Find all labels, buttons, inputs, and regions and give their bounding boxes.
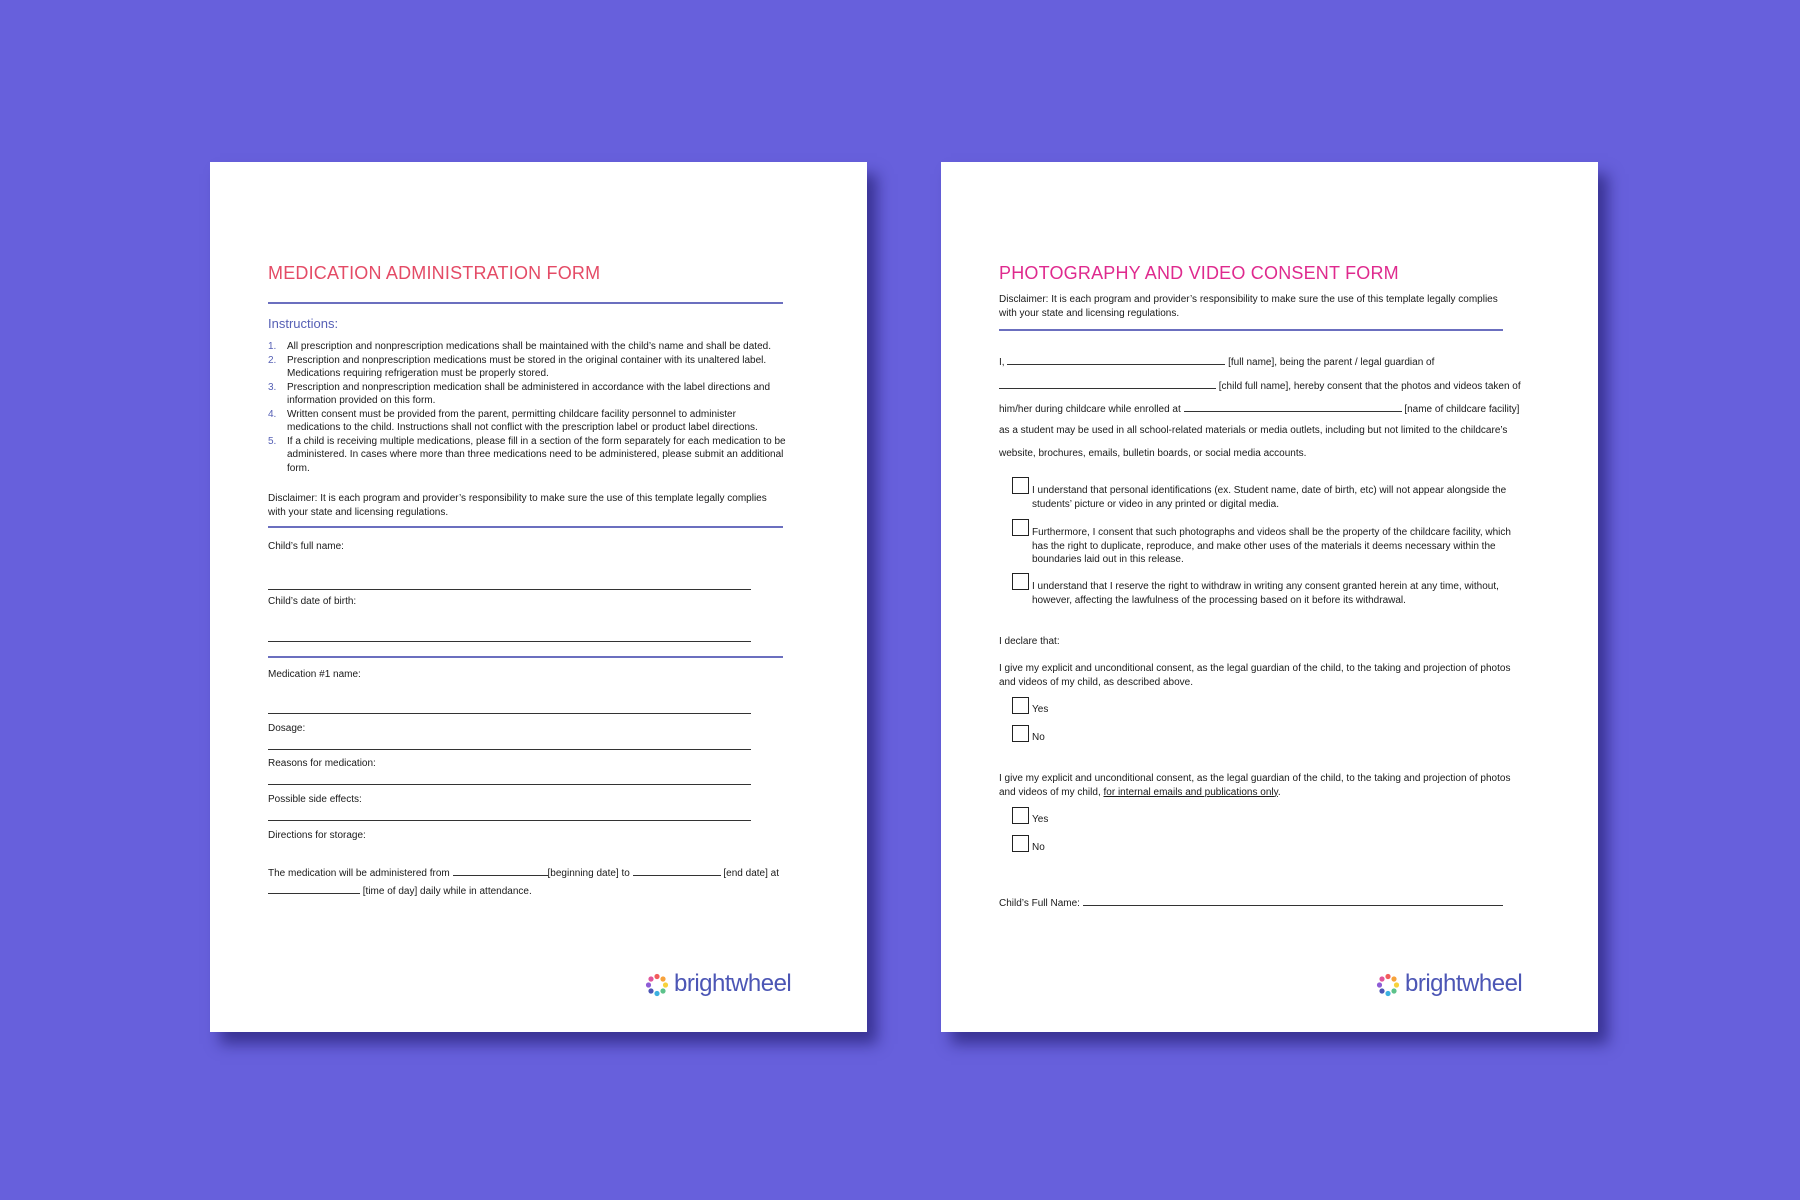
instruction-text: All prescription and nonprescription medications shall be maintained with the child’s name and shall be dated. [287, 341, 771, 352]
photo-consent-title: PHOTOGRAPHY AND VIDEO CONSENT FORM [999, 263, 1399, 283]
brightwheel-flower-icon [1376, 973, 1400, 997]
end-date-input[interactable] [633, 865, 721, 876]
instruction-number: 5. [268, 435, 277, 447]
admin-text-to: [beginning date] to [547, 868, 630, 879]
admin-dates-line-2 [268, 883, 532, 897]
instruction-number: 4. [268, 408, 277, 420]
disclaimer-text: Disclaimer: It is each program and provider’s responsibility to make sure the use of this template legally complies with your state and licensing regulations. [268, 493, 767, 518]
consent-text-i: I, [999, 357, 1005, 368]
side-effects-label: Possible side effects: [268, 794, 362, 805]
instruction-text: Written consent must be provided from the parent, permitting childcare facility personnel to administer medications to the child. Instructions shall not conflict with the prescription label or product label directions. [287, 408, 758, 433]
brightwheel-wordmark: brightwheel [1405, 970, 1523, 997]
instruction-item [268, 354, 788, 381]
statement-1-text: I understand that personal identifications (ex. Student name, date of birth, etc) will not appear alongside the students’ picture or video in any printed or digital media. [1032, 485, 1507, 510]
admin-text-from: The medication will be administered from [268, 868, 450, 879]
instructions-heading: Instructions: [268, 316, 339, 331]
declare-text: I declare that: [999, 636, 1060, 647]
child-full-name-row [999, 895, 1503, 909]
instruction-item [268, 340, 788, 354]
instruction-text: If a child is receiving multiple medications, please fill in a section of the form separately for each medication to be administered. In cases where more than three medications need to be administered, please submit an additional form. [287, 435, 786, 474]
admin-dates-line-1 [268, 865, 779, 879]
title-divider [268, 302, 783, 304]
instruction-number: 1. [268, 341, 277, 352]
brightwheel-wordmark: brightwheel [674, 970, 792, 997]
child-full-name-label: Child’s full name: [268, 541, 344, 552]
instruction-text: Prescription and nonprescription medications must be stored in the original container with its unaltered label. Medications requiring refrigeration must be properly stored. [287, 354, 767, 379]
statement-1-checkbox[interactable] [1012, 477, 1029, 494]
storage-label: Directions for storage: [268, 830, 366, 841]
medication-form-page [210, 162, 867, 1032]
statement-3-checkbox[interactable] [1012, 573, 1029, 590]
medication-form-title: MEDICATION ADMINISTRATION FORM [268, 263, 601, 283]
consent-2-no-checkbox[interactable] [1012, 835, 1029, 852]
instruction-text: Prescription and nonprescription medication shall be administered in accordance with the label directions and information provided on this form. [287, 381, 771, 406]
medication-name-label: Medication #1 name: [268, 669, 361, 680]
consent-2-yes-checkbox[interactable] [1012, 807, 1029, 824]
photo-title-divider [999, 329, 1503, 331]
instruction-number: 3. [268, 381, 277, 393]
consent-line-3 [999, 401, 1519, 415]
consent-line-2 [999, 378, 1521, 392]
disclaimer-divider [268, 526, 783, 528]
consent-1-yes-checkbox[interactable] [1012, 697, 1029, 714]
consent-line-5: website, brochures, emails, bulletin boards, or social media accounts. [999, 448, 1307, 459]
photo-consent-form-page [941, 162, 1598, 1032]
child-full-name-consent-input[interactable] [999, 378, 1216, 389]
instructions-list [268, 340, 788, 475]
consent-text-child: [child full name], hereby consent that the photos and videos taken of [1218, 381, 1521, 392]
consent-1-text: I give my explicit and unconditional consent, as the legal guardian of the child, to the taking and projection of photos and videos of my child, as described above. [999, 663, 1511, 688]
side-effects-input[interactable] [268, 820, 751, 821]
instruction-item [268, 435, 788, 476]
consent-2-text [999, 772, 1514, 799]
time-of-day-input[interactable] [268, 883, 360, 894]
statement-3-text: I understand that I reserve the right to withdraw in writing any consent granted herein at any time, without, however, affecting the lawfulness of the processing based on it before its withdrawal. [1032, 581, 1499, 606]
consent-line-1 [999, 354, 1434, 368]
child-full-name-final-input[interactable] [1083, 895, 1503, 906]
dosage-label: Dosage: [268, 723, 306, 734]
consent-2-main: I give my explicit and unconditional consent, as the legal guardian of the child, to the taking and projection of photos and videos of my child, [999, 773, 1511, 798]
consent-text-enrolled: him/her during childcare while enrolled at [999, 404, 1181, 415]
childcare-facility-input[interactable] [1184, 401, 1402, 412]
child-full-name-consent-label: Child’s Full Name: [999, 898, 1080, 909]
dosage-input[interactable] [268, 749, 751, 750]
consent-line-4: as a student may be used in all school-related materials or media outlets, including but not limited to the childcare’s [999, 425, 1508, 436]
consent-1-yes-label: Yes [1032, 704, 1049, 715]
consent-2-yes-label: Yes [1032, 814, 1049, 825]
consent-2-no-label: No [1032, 842, 1045, 853]
statement-2-row [1012, 519, 1517, 567]
consent-1-no-label: No [1032, 732, 1045, 743]
consent-1-no-checkbox[interactable] [1012, 725, 1029, 742]
statement-1-row [1012, 477, 1517, 511]
instruction-item [268, 381, 788, 408]
admin-text-daily: [time of day] daily while in attendance. [362, 886, 532, 897]
section-divider [268, 656, 783, 658]
beginning-date-input[interactable] [453, 865, 548, 876]
instruction-number: 2. [268, 354, 277, 366]
reasons-label: Reasons for medication: [268, 758, 376, 769]
child-dob-label: Child’s date of birth: [268, 596, 357, 607]
photo-disclaimer-text: Disclaimer: It is each program and provider’s responsibility to make sure the use of this template legally complies with your state and licensing regulations. [999, 294, 1498, 319]
statement-2-checkbox[interactable] [1012, 519, 1029, 536]
consent-text-facility: [name of childcare facility] [1404, 404, 1520, 415]
instruction-item [268, 408, 788, 435]
statement-3-row [1012, 573, 1517, 607]
medication-name-input[interactable] [268, 713, 751, 714]
child-dob-input[interactable] [268, 641, 751, 642]
child-full-name-input[interactable] [268, 589, 751, 590]
statement-2-text: Furthermore, I consent that such photographs and videos shall be the property of the childcare facility, which has the right to duplicate, reproduce, and make other uses of the materials it deems necessary within the boundaries laid out in this release. [1032, 527, 1511, 565]
admin-text-at: [end date] at [723, 868, 779, 879]
consent-text-guardian: [full name], being the parent / legal guardian of [1228, 357, 1435, 368]
brightwheel-flower-icon [645, 973, 669, 997]
parent-full-name-input[interactable] [1007, 354, 1225, 365]
reasons-input[interactable] [268, 784, 751, 785]
consent-2-end: . [1277, 786, 1281, 798]
consent-2-underlined: for internal emails and publications only [1103, 786, 1278, 798]
